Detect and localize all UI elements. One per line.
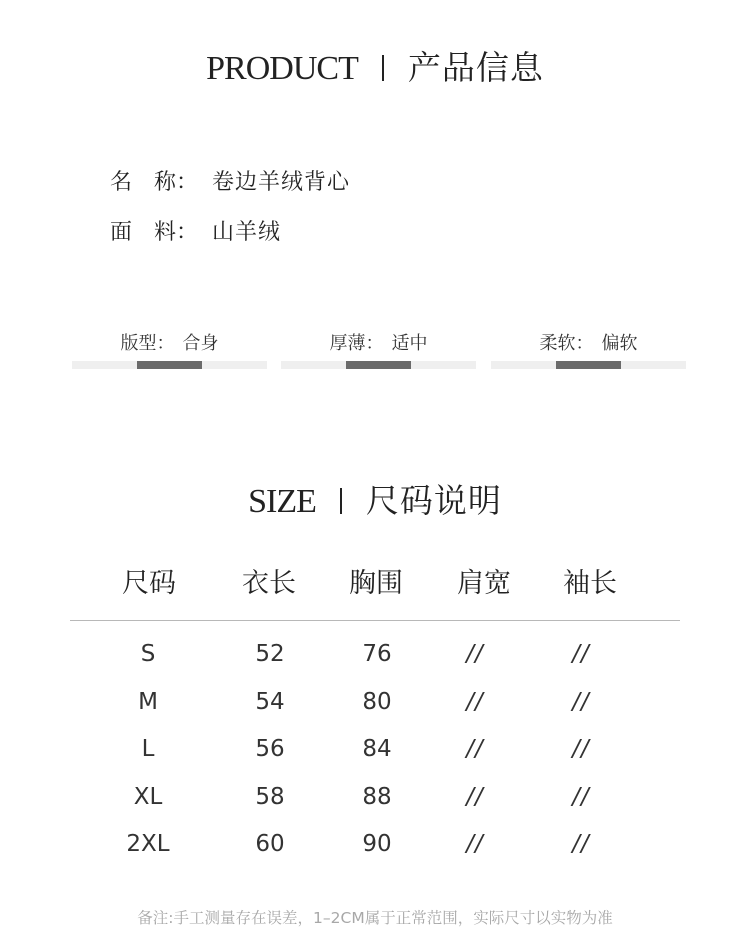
table-row	[70, 726, 680, 774]
product-material-value: 山羊绒	[212, 220, 282, 245]
cell-chest: 84	[362, 736, 392, 762]
table-row	[70, 774, 680, 822]
cell-shoulder: //	[466, 736, 484, 762]
attribute-fit-label	[72, 329, 267, 355]
attribute-fit-scale	[72, 361, 267, 369]
product-name-value: 卷边羊绒背心	[212, 170, 351, 195]
attribute-thickness-value: 适中	[391, 333, 428, 354]
attribute-fit-indicator	[137, 361, 202, 369]
attribute-softness-scale	[491, 361, 686, 369]
table-row	[70, 679, 680, 727]
header-size: 尺码	[122, 568, 176, 599]
attribute-fit	[72, 329, 267, 369]
product-title-en: PRODUCT	[206, 50, 358, 87]
cell-chest: 80	[362, 688, 392, 715]
title-separator	[382, 55, 384, 81]
attribute-thickness-label	[281, 329, 476, 355]
cell-length: 60	[255, 831, 285, 857]
size-title-cn: 尺码说明	[365, 481, 502, 520]
cell-size: 2XL	[126, 831, 170, 857]
table-row	[70, 631, 680, 679]
attribute-softness-label	[491, 329, 686, 355]
attribute-thickness	[281, 329, 476, 369]
size-table	[70, 562, 680, 869]
product-material-label: 面 料：	[110, 220, 199, 245]
cell-shoulder: //	[466, 641, 484, 667]
product-name-row	[110, 165, 350, 196]
table-row	[70, 821, 680, 869]
size-section-title	[0, 475, 750, 522]
cell-shoulder: //	[466, 783, 484, 810]
attribute-thickness-key: 厚薄：	[329, 333, 384, 354]
product-title-cn: 产品信息	[407, 48, 544, 87]
header-divider	[70, 620, 680, 621]
cell-sleeve: //	[572, 688, 590, 715]
size-table-body	[70, 631, 680, 869]
attribute-softness-indicator	[556, 361, 621, 369]
attribute-fit-key: 版型：	[120, 333, 175, 354]
size-table-header	[70, 562, 680, 606]
attribute-softness	[491, 329, 686, 369]
cell-chest: 76	[362, 641, 392, 667]
cell-chest: 88	[362, 783, 392, 810]
header-sleeve: 袖长	[563, 568, 617, 599]
cell-sleeve: //	[572, 831, 590, 857]
cell-length: 54	[255, 688, 285, 715]
header-chest: 胸围	[349, 568, 403, 599]
cell-shoulder: //	[466, 688, 484, 715]
attribute-thickness-indicator	[346, 361, 411, 369]
cell-sleeve: //	[572, 783, 590, 810]
cell-sleeve: //	[572, 641, 590, 667]
product-material-row	[110, 215, 281, 246]
attribute-thickness-scale	[281, 361, 476, 369]
measurement-note: 备注:手工测量存在误差，1–2CM属于正常范围，实际尺寸以实物为准	[137, 909, 613, 927]
cell-size: XL	[133, 783, 163, 810]
cell-size: L	[141, 736, 155, 762]
header-shoulder: 肩宽	[457, 568, 511, 599]
attribute-softness-key: 柔软：	[539, 333, 594, 354]
cell-sleeve: //	[572, 736, 590, 762]
cell-shoulder: //	[466, 831, 484, 857]
size-title-en: SIZE	[248, 483, 316, 520]
title-separator	[340, 488, 342, 514]
cell-length: 58	[255, 783, 285, 810]
cell-size: S	[140, 641, 156, 667]
cell-chest: 90	[362, 831, 392, 857]
cell-length: 56	[255, 736, 285, 762]
header-length: 衣长	[242, 568, 296, 599]
product-name-label: 名 称：	[110, 170, 199, 195]
cell-length: 52	[255, 641, 285, 667]
cell-size: M	[138, 688, 158, 715]
attribute-fit-value: 合身	[182, 333, 219, 354]
attribute-softness-value: 偏软	[601, 333, 638, 354]
product-section-title	[0, 42, 750, 89]
